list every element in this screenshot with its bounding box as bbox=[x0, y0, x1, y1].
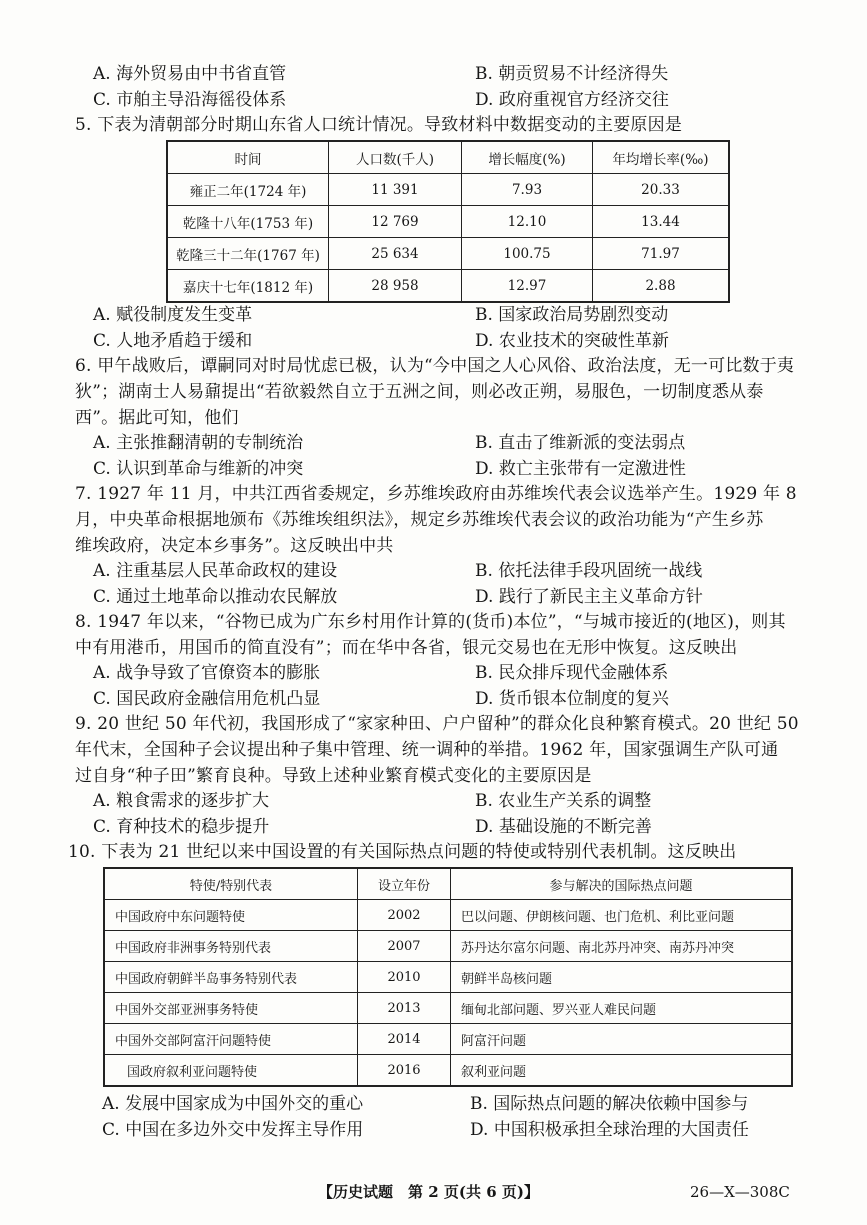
q4-option-a: A. 海外贸易由中书省直管 bbox=[93, 64, 287, 84]
q9-option-a: A. 粮食需求的逐步扩大 bbox=[93, 791, 270, 811]
table-cell: 中国外交部阿富汗问题特使 bbox=[104, 1024, 358, 1055]
q10-envoy-table bbox=[103, 867, 793, 1087]
table-header-row bbox=[104, 868, 792, 900]
table-row bbox=[104, 900, 792, 931]
q8-stem-line: 8. 1947 年以来，“谷物已成为广东乡村用作计算的(货币)本位”，“与城市接近的(地区)，则其 bbox=[75, 612, 786, 632]
q9-stem-line: 年代末，全国种子会议提出种子集中管理、统一调种的举措。1962 年，国家强调生产队可通 bbox=[75, 740, 779, 760]
q10-option-b: B. 国际热点问题的解决依赖中国参与 bbox=[470, 1094, 749, 1114]
table-header-row bbox=[167, 141, 729, 174]
table-cell: 13.44 bbox=[593, 206, 730, 238]
table-cell: 雍正二年(1724 年) bbox=[167, 174, 329, 206]
table-cell: 2007 bbox=[358, 931, 451, 962]
q5-option-d: D. 农业技术的突破性革新 bbox=[475, 331, 669, 351]
table-cell: 25 634 bbox=[329, 238, 462, 270]
table-header: 年均增长率(‰) bbox=[593, 141, 730, 174]
table-cell: 乾隆三十二年(1767 年) bbox=[167, 238, 329, 270]
q7-stem-line: 月，中央革命根据地颁布《苏维埃组织法》，规定乡苏维埃代表会议的政治功能为“产生乡苏 bbox=[75, 510, 764, 530]
q6-stem-line: 狄”；湖南士人易鼐提出“若欲毅然自立于五洲之间，则必改正朔，易服色，一切制度悉从泰 bbox=[75, 382, 764, 402]
table-header: 设立年份 bbox=[358, 868, 451, 900]
table-cell: 嘉庆十七年(1812 年) bbox=[167, 270, 329, 303]
q10-option-a: A. 发展中国家成为中国外交的重心 bbox=[102, 1094, 364, 1114]
table-cell: 28 958 bbox=[329, 270, 462, 303]
table-cell: 2010 bbox=[358, 962, 451, 993]
q7-option-a: A. 注重基层人民革命政权的建设 bbox=[93, 561, 338, 581]
q5-option-c: C. 人地矛盾趋于缓和 bbox=[93, 331, 253, 351]
table-row bbox=[167, 238, 729, 270]
q6-option-c: C. 认识到革命与维新的冲突 bbox=[93, 459, 304, 479]
table-cell: 中国外交部亚洲事务特使 bbox=[104, 993, 358, 1024]
q9-option-c: C. 育种技术的稳步提升 bbox=[93, 817, 270, 837]
table-cell: 2014 bbox=[358, 1024, 451, 1055]
table-cell: 7.93 bbox=[462, 174, 593, 206]
table-row bbox=[167, 174, 729, 206]
table-cell: 11 391 bbox=[329, 174, 462, 206]
table-row bbox=[104, 931, 792, 962]
q8-stem-line: 中有用港币，用国币的简直没有”；而在华中各省，银元交易也在无形中恢复。这反映出 bbox=[75, 638, 738, 658]
table-row bbox=[104, 962, 792, 993]
q4-option-b: B. 朝贡贸易不计经济得失 bbox=[475, 64, 669, 84]
table-cell: 苏丹达尔富尔问题、南北苏丹冲突、南苏丹冲突 bbox=[451, 931, 793, 962]
table-cell: 中国政府中东问题特使 bbox=[104, 900, 358, 931]
q8-option-a: A. 战争导致了官僚资本的膨胀 bbox=[93, 663, 321, 683]
table-cell: 12 769 bbox=[329, 206, 462, 238]
table-cell: 缅甸北部问题、罗兴亚人难民问题 bbox=[451, 993, 793, 1024]
table-cell: 71.97 bbox=[593, 238, 730, 270]
table-cell: 中国政府非洲事务特别代表 bbox=[104, 931, 358, 962]
table-row bbox=[104, 1055, 792, 1087]
table-header: 增长幅度(%) bbox=[462, 141, 593, 174]
table-cell: 叙利亚问题 bbox=[451, 1055, 793, 1087]
table-header: 特使/特别代表 bbox=[104, 868, 358, 900]
table-row bbox=[167, 270, 729, 303]
table-header: 参与解决的国际热点问题 bbox=[451, 868, 793, 900]
q7-option-b: B. 依托法律手段巩固统一战线 bbox=[475, 561, 703, 581]
q8-option-b: B. 民众排斥现代金融体系 bbox=[475, 663, 669, 683]
q6-stem-line: 6. 甲午战败后，谭嗣同对时局忧虑已极，认为“今中国之人心风俗、政治法度，无一可比数于夷 bbox=[75, 356, 795, 376]
q6-option-a: A. 主张推翻清朝的专制统治 bbox=[93, 433, 304, 453]
q10-option-c: C. 中国在多边外交中发挥主导作用 bbox=[102, 1120, 364, 1140]
table-cell: 2.88 bbox=[593, 270, 730, 303]
table-cell: 2013 bbox=[358, 993, 451, 1024]
q4-option-d: D. 政府重视官方经济交往 bbox=[475, 90, 669, 110]
q6-stem-line: 西”。据此可知，他们 bbox=[75, 408, 239, 428]
table-cell: 中国政府朝鲜半岛事务特别代表 bbox=[104, 962, 358, 993]
exam-code: 26—X—308C bbox=[690, 1183, 790, 1201]
q4-option-c: C. 市舶主导沿海徭役体系 bbox=[93, 90, 287, 110]
q8-option-d: D. 货币银本位制度的复兴 bbox=[475, 689, 669, 709]
q6-option-d: D. 救亡主张带有一定激进性 bbox=[475, 459, 686, 479]
q5-stem: 5. 下表为清朝部分时期山东省人口统计情况。导致材料中数据变动的主要原因是 bbox=[75, 115, 683, 135]
page-number-footer: 【历史试题 第 2 页(共 6 页)】 bbox=[318, 1183, 539, 1201]
table-cell: 12.10 bbox=[462, 206, 593, 238]
q9-option-b: B. 农业生产关系的调整 bbox=[475, 791, 652, 811]
q5-option-a: A. 赋役制度发生变革 bbox=[93, 305, 253, 325]
q6-option-b: B. 直击了维新派的变法弱点 bbox=[475, 433, 686, 453]
q7-option-d: D. 践行了新民主主义革命方针 bbox=[475, 587, 703, 607]
q5-option-b: B. 国家政治局势剧烈变动 bbox=[475, 305, 669, 325]
table-cell: 2016 bbox=[358, 1055, 451, 1087]
table-cell: 朝鲜半岛核问题 bbox=[451, 962, 793, 993]
table-row bbox=[104, 993, 792, 1024]
q7-stem-line: 维埃政府，决定本乡事务”。这反映出中共 bbox=[75, 536, 394, 556]
q7-option-c: C. 通过土地革命以推动农民解放 bbox=[93, 587, 338, 607]
table-header: 人口数(千人) bbox=[329, 141, 462, 174]
q10-stem: 10. 下表为 21 世纪以来中国设置的有关国际热点问题的特使或特别代表机制。这反映出 bbox=[68, 842, 737, 862]
table-cell: 20.33 bbox=[593, 174, 730, 206]
table-cell: 乾隆十八年(1753 年) bbox=[167, 206, 329, 238]
q9-stem-line: 9. 20 世纪 50 年代初，我国形成了“家家种田、户户留种”的群众化良种繁育模式。20 世纪 50 bbox=[75, 714, 799, 734]
table-row bbox=[167, 206, 729, 238]
q9-stem-line: 过自身“种子田”繁育良种。导致上述种业繁育模式变化的主要原因是 bbox=[75, 766, 592, 786]
table-cell: 国政府叙利亚问题特使 bbox=[104, 1055, 358, 1087]
q10-option-d: D. 中国积极承担全球治理的大国责任 bbox=[470, 1120, 749, 1140]
table-cell: 巴以问题、伊朗核问题、也门危机、利比亚问题 bbox=[451, 900, 793, 931]
q7-stem-line: 7. 1927 年 11 月，中共江西省委规定，乡苏维埃政府由苏维埃代表会议选举产生。1929 年 8 bbox=[75, 484, 797, 504]
table-cell: 100.75 bbox=[462, 238, 593, 270]
table-row bbox=[104, 1024, 792, 1055]
q9-option-d: D. 基础设施的不断完善 bbox=[475, 817, 652, 837]
table-cell: 阿富汗问题 bbox=[451, 1024, 793, 1055]
table-header: 时间 bbox=[167, 141, 329, 174]
table-cell: 12.97 bbox=[462, 270, 593, 303]
table-cell: 2002 bbox=[358, 900, 451, 931]
q5-population-table bbox=[166, 140, 730, 303]
q8-option-c: C. 国民政府金融信用危机凸显 bbox=[93, 689, 321, 709]
